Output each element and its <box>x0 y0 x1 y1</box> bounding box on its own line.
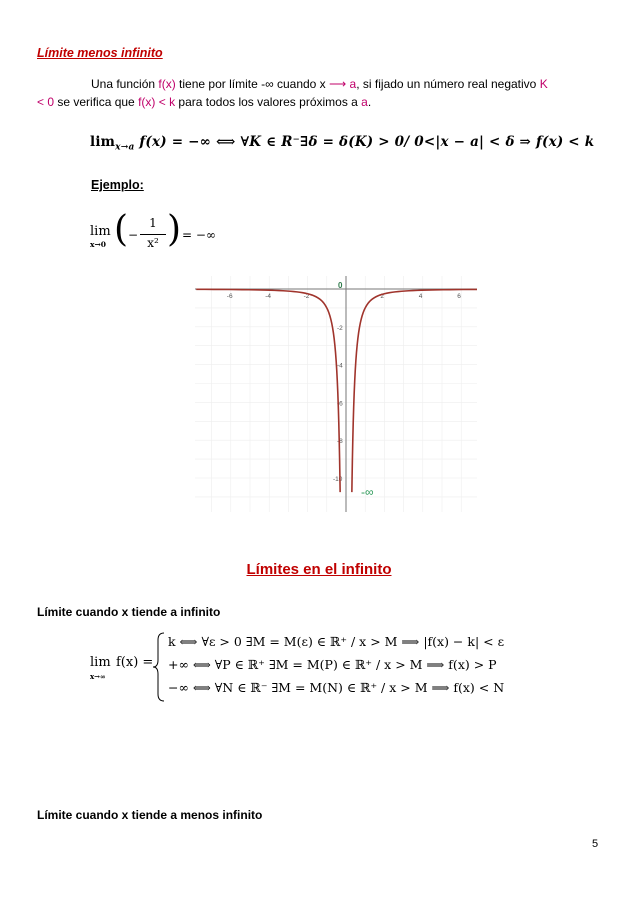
lim-subscript: x→∞ <box>90 672 106 681</box>
x-tick-label: -4 <box>265 293 271 300</box>
x-tick-label: 2 <box>380 293 385 300</box>
variable-k: K <box>539 77 548 91</box>
example-label: Ejemplo: <box>91 178 144 192</box>
lim-operator: lim <box>90 224 111 239</box>
paragraph-line-2 <box>37 94 371 110</box>
limit-cases-block <box>88 632 508 702</box>
example-limit <box>90 209 216 262</box>
heading-limites-infinito: Límites en el infinito <box>246 561 392 578</box>
text: se verifica que <box>54 95 139 109</box>
curve-left-branch <box>196 289 340 492</box>
subheading-x-to-minus-infinity: Límite cuando x tiende a menos infinito <box>37 808 263 822</box>
function-graph <box>195 276 477 512</box>
definition-formula <box>90 134 594 153</box>
x-tick-label: 4 <box>418 293 423 300</box>
left-brace <box>152 632 166 702</box>
definition-body: f(x) = −∞ ⟺ ∀K ∈ R⁻∃δ = δ(K) > 0/ 0<|x − a| < δ ⇒ f(x) < k <box>134 134 595 150</box>
case-row-minus-infinity: −∞ ⟺ ∀N ∈ ℝ⁻ ∃M = M(N) ∈ ℝ⁺ / x > M ⟹ f(x) < N <box>168 680 505 695</box>
x-tick-label: 6 <box>457 293 461 300</box>
case-row-plus-infinity: +∞ ⟺ ∀P ∈ ℝ⁺ ∃M = M(P) ∈ ℝ⁺ / x > M ⟹ f(x) > P <box>168 657 497 672</box>
text: para todos los valores próximos a <box>175 95 362 109</box>
condition: < 0 <box>37 95 55 109</box>
fraction-bar <box>140 234 166 235</box>
function-ref: f(x) <box>158 77 176 91</box>
x-tick-label: -6 <box>226 293 233 300</box>
text: , si fijado un número real negativo <box>356 77 540 91</box>
page-number: 5 <box>592 838 599 850</box>
y-tick-label: -6 <box>337 400 343 408</box>
lim-subscript: x→a <box>115 142 135 153</box>
open-paren: ( <box>114 209 129 250</box>
numerator: 1 <box>149 216 157 230</box>
function-expression: f(x) = <box>116 655 154 670</box>
text: . <box>367 95 372 109</box>
example-result: = −∞ <box>182 228 216 242</box>
case-row-k: k ⟺ ∀ε > 0 ∃M = M(ε) ∈ ℝ⁺ / x > M ⟹ |f(x) − k| < ε <box>168 634 505 649</box>
x-tick-label: -2 <box>303 293 310 300</box>
origin-label: 0 <box>338 281 343 290</box>
variable-a: a <box>361 95 368 109</box>
y-tick-label: -4 <box>337 362 343 370</box>
paragraph-line-1 <box>91 76 548 92</box>
lim-subscript: x→0 <box>90 240 106 249</box>
text: Una función <box>91 77 159 91</box>
section-title: Límite menos infinito <box>37 46 163 60</box>
close-paren: ) <box>167 209 182 250</box>
minus-sign: − <box>128 228 139 242</box>
variable-a: a <box>346 77 357 91</box>
y-tick-label: -10 <box>333 476 343 483</box>
text: tiene por límite -∞ cuando x <box>175 77 330 91</box>
denominator: x² <box>147 236 159 250</box>
y-tick-label: -2 <box>337 324 343 332</box>
inequality: f(x) < k <box>138 95 176 109</box>
arrow-symbol: ⟶ <box>329 77 347 91</box>
subheading-x-to-infinity: Límite cuando x tiende a infinito <box>37 605 221 619</box>
minus-infinity-annotation: -∞ <box>361 485 374 499</box>
lim-operator: lim <box>90 655 111 670</box>
lim-operator: lim <box>90 134 116 150</box>
y-tick-label: -8 <box>337 438 343 446</box>
curve-right-branch <box>352 289 477 492</box>
